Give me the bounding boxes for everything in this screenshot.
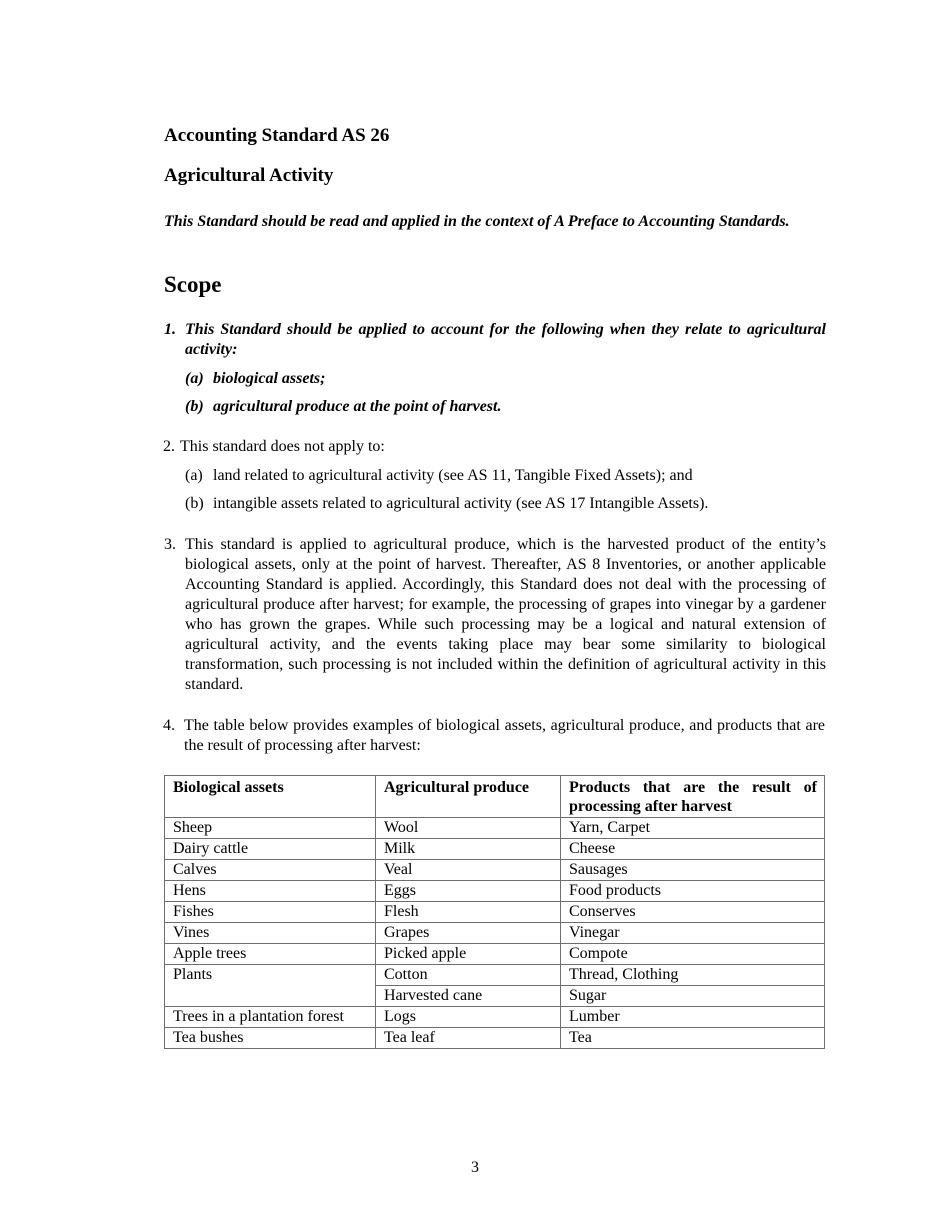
cell-processed-product: Lumber: [561, 1007, 825, 1028]
item-label: (a): [185, 370, 204, 387]
cell-processed-product: Sugar: [561, 986, 825, 1007]
cell-agricultural-produce: Milk: [376, 839, 561, 860]
cell-processed-product: Thread, Clothing: [561, 965, 825, 986]
cell-biological-asset: Trees in a plantation forest: [165, 1007, 376, 1028]
cell-processed-product: Vinegar: [561, 923, 825, 944]
cell-biological-asset: Sheep: [165, 818, 376, 839]
table-header-row: [165, 776, 825, 818]
cell-agricultural-produce: Wool: [376, 818, 561, 839]
paragraph-text: This standard is applied to agricultural produce, which is the harvested product of the entity’s biological assets, only at the point of harvest. Thereafter, AS 8 Inventories, or another applicable Accounting Standard is applied. Accordingly, this Standard does not deal with the processing of agricultural produce after harvest; for example, the processing of grapes into vinegar by a gardener who has grown the grapes. While such processing may be a logical and natural extension of agricultural activity, and the events taking place may bear some similarity to biological transformation, such processing is not included within the definition of agricultural activity in this standard.: [185, 536, 826, 693]
cell-biological-asset: Fishes: [165, 902, 376, 923]
cell-biological-asset: Apple trees: [165, 944, 376, 965]
cell-processed-product: Conserves: [561, 902, 825, 923]
preface-note: This Standard should be read and applied in the context of A Preface to Accounting Standards.: [164, 213, 790, 230]
table-row: [165, 944, 825, 965]
page-number: 3: [471, 1159, 479, 1176]
standard-title: Accounting Standard AS 26: [164, 125, 390, 146]
paragraph-3: [164, 535, 826, 695]
cell-agricultural-produce: Veal: [376, 860, 561, 881]
cell-agricultural-produce: Eggs: [376, 881, 561, 902]
item-text: intangible assets related to agricultural activity (see AS 17 Intangible Assets).: [213, 495, 709, 512]
table-row: [165, 1007, 825, 1028]
cell-biological-asset: Plants: [165, 965, 376, 1007]
table-row: [165, 1028, 825, 1049]
cell-biological-asset: Calves: [165, 860, 376, 881]
paragraph-4: [163, 716, 825, 756]
paragraph-text: This standard does not apply to:: [180, 438, 385, 455]
table-row: [165, 860, 825, 881]
paragraph-2: [163, 437, 825, 457]
section-heading-scope: Scope: [164, 272, 222, 297]
standard-subtitle: Agricultural Activity: [164, 165, 334, 186]
cell-agricultural-produce: Grapes: [376, 923, 561, 944]
item-text: agricultural produce at the point of harvest.: [213, 398, 502, 415]
examples-table: [164, 775, 825, 1049]
cell-processed-product: Food products: [561, 881, 825, 902]
table-row: [165, 902, 825, 923]
cell-processed-product: Cheese: [561, 839, 825, 860]
examples-table-wrapper: [164, 775, 825, 1049]
cell-biological-asset: Hens: [165, 881, 376, 902]
item-label: (b): [185, 495, 204, 512]
paragraph-2-item-b: [185, 494, 708, 514]
item-text: biological assets;: [213, 370, 326, 387]
cell-biological-asset: Tea bushes: [165, 1028, 376, 1049]
cell-agricultural-produce: Tea leaf: [376, 1028, 561, 1049]
item-label: (b): [185, 398, 204, 415]
item-label: (a): [185, 467, 203, 484]
paragraph-number: 4.: [163, 717, 175, 734]
header-agricultural-produce: Agricultural produce: [376, 776, 561, 818]
table-row: [165, 965, 825, 986]
item-text: land related to agricultural activity (see AS 11, Tangible Fixed Assets); and: [213, 467, 693, 484]
paragraph-1-item-b: [185, 397, 501, 417]
cell-biological-asset: Dairy cattle: [165, 839, 376, 860]
paragraph-number: 2.: [163, 438, 175, 455]
header-biological-assets: Biological assets: [165, 776, 376, 818]
paragraph-number: 1.: [164, 321, 176, 338]
paragraph-text: The table below provides examples of biological assets, agricultural produce, and products that are the result of processing after harvest:: [184, 717, 825, 754]
header-processed-products: Products that are the result of processing after harvest: [561, 776, 825, 818]
cell-agricultural-produce: Flesh: [376, 902, 561, 923]
paragraph-2-item-a: [185, 466, 693, 486]
cell-processed-product: Compote: [561, 944, 825, 965]
paragraph-1-item-a: [185, 369, 325, 389]
table-row: [165, 881, 825, 902]
paragraph-text: This Standard should be applied to account for the following when they relate to agricultural activity:: [185, 321, 826, 358]
table-row: [165, 839, 825, 860]
cell-agricultural-produce: Logs: [376, 1007, 561, 1028]
table-row: [165, 923, 825, 944]
paragraph-1: [164, 320, 826, 360]
cell-processed-product: Tea: [561, 1028, 825, 1049]
cell-processed-product: Sausages: [561, 860, 825, 881]
table-row: [165, 818, 825, 839]
cell-agricultural-produce: Harvested cane: [376, 986, 561, 1007]
cell-processed-product: Yarn, Carpet: [561, 818, 825, 839]
cell-agricultural-produce: Cotton: [376, 965, 561, 986]
paragraph-number: 3.: [164, 536, 176, 553]
cell-agricultural-produce: Picked apple: [376, 944, 561, 965]
cell-biological-asset: Vines: [165, 923, 376, 944]
